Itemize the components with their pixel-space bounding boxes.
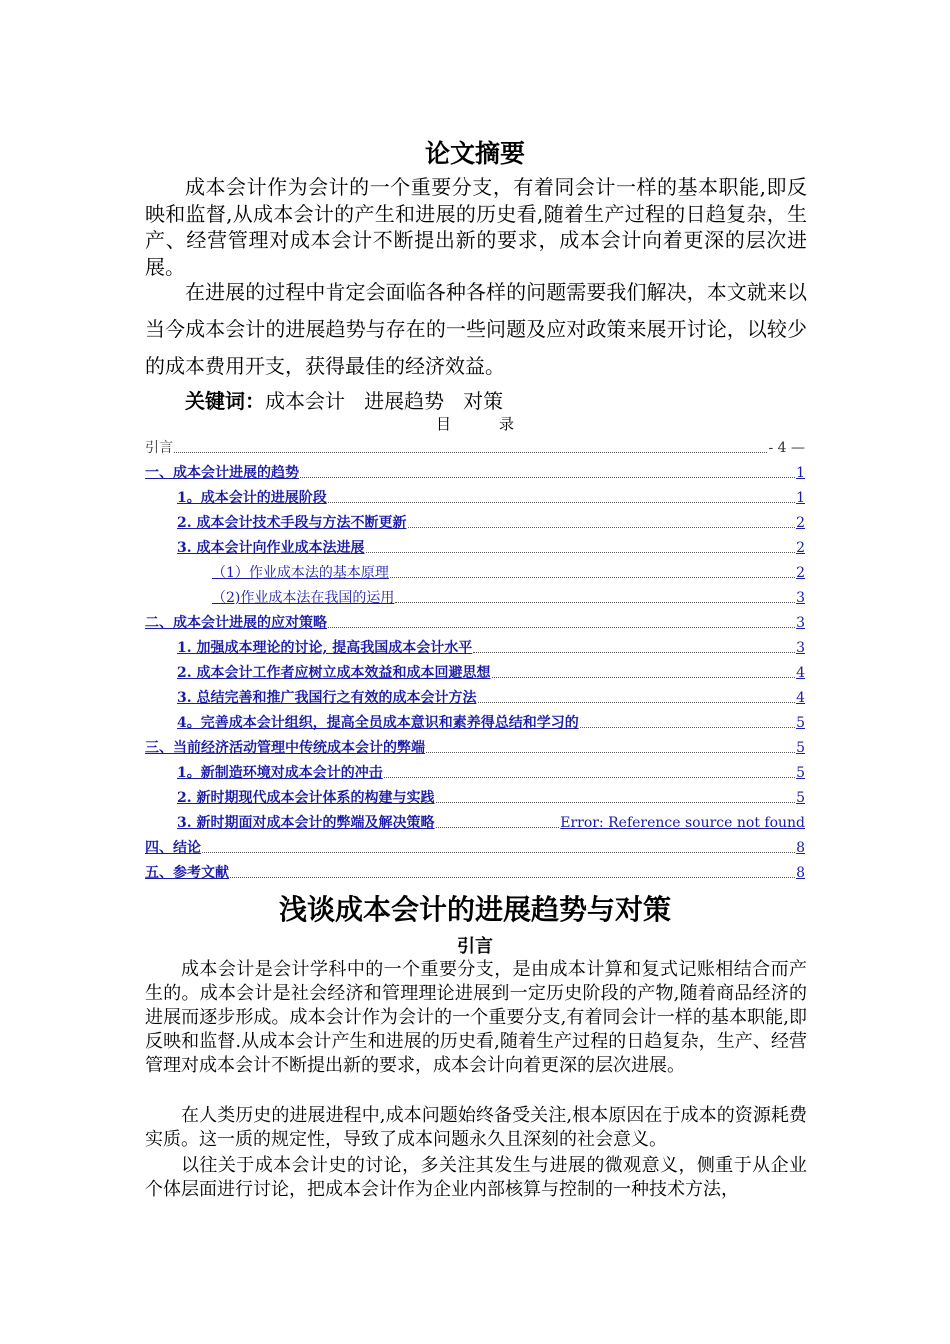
toc-leader [478, 702, 796, 703]
toc-entry-label: 二、成本会计进展的应对策略 [145, 615, 327, 631]
toc-entry-page: 8 [796, 840, 805, 856]
toc-leader [300, 477, 795, 478]
toc-leader [390, 577, 795, 578]
toc-entry-page: 5 [796, 790, 805, 806]
toc-leader [408, 527, 796, 528]
toc-entry-page: 5 [796, 715, 805, 731]
toc-leader [384, 777, 795, 778]
toc-entry-page: 1 [796, 465, 805, 481]
toc-entry-page: 2 [796, 565, 805, 581]
toc-entry-page: 5 [796, 740, 805, 756]
body-paragraph-2: 在人类历史的进展进程中,成本问题始终备受关注,根本原因在于成本的资源耗费实质。这一质的规定性，导致了成本问题永久且深刻的社会意义。 [145, 1105, 807, 1150]
toc-entry[interactable] [145, 834, 805, 856]
toc-entry-label: 引言 [145, 440, 173, 456]
toc-entry-page: Error: Reference source not found [560, 815, 805, 831]
article-title: 浅谈成本会计的进展趋势与对策 [278, 893, 671, 926]
toc-entry[interactable] [145, 609, 805, 631]
toc-leader [426, 752, 795, 753]
toc-leader [436, 802, 796, 803]
toc-entry-label: 1。新制造环境对成本会计的冲击 [177, 765, 383, 781]
toc-leader [328, 502, 795, 503]
toc-entry[interactable] [177, 709, 805, 731]
toc-entry[interactable] [212, 584, 805, 606]
toc-entry[interactable] [145, 734, 805, 756]
keywords-values: 成本会计 进展趋势 对策 [265, 389, 504, 413]
intro-heading: 引言 [457, 936, 493, 957]
toc-entry-label: 3. 成本会计向作业成本法进展 [177, 540, 365, 556]
toc-entry[interactable] [145, 434, 805, 456]
body-paragraph-1: 成本会计是会计学科中的一个重要分支，是由成本计算和复式记账相结合而产生的。成本会计是社会经济和管理理论进展到一定历史阶段的产物,随着商品经济的进展而逐步形成。成本会计作为会计的一个重要分支,有着同会计一样的基本职能,即反映和监督.从成本会计产生和进展的历史看,随着生产过程的日趋复杂，生产、经营管理对成本会计不断提出新的要求，成本会计向着更深的层次进展。 [145, 959, 807, 1076]
toc-entry[interactable] [212, 559, 805, 581]
toc-entry[interactable] [177, 534, 805, 556]
toc-leader [492, 677, 796, 678]
toc-entry-page: 2 [796, 540, 805, 556]
toc-entry[interactable] [145, 859, 805, 881]
toc-entry-label: 2. 成本会计技术手段与方法不断更新 [177, 515, 407, 531]
toc-leader [473, 652, 795, 653]
toc-leader [395, 602, 795, 603]
toc-entry[interactable] [177, 759, 805, 781]
toc-leader [580, 727, 795, 728]
toc-entry[interactable] [177, 684, 805, 706]
toc-entry-label: 1. 加强成本理论的讨论, 提高我国成本会计水平 [177, 640, 473, 656]
toc-entry[interactable] [177, 809, 805, 831]
toc-entry[interactable] [177, 509, 805, 531]
toc-entry-page: 2 [796, 515, 805, 531]
toc-entry-label: （2)作业成本法在我国的运用 [212, 590, 395, 606]
toc-entry-page: 4 [796, 665, 805, 681]
toc-entry-label: 2. 成本会计工作者应树立成本效益和成本回避思想 [177, 665, 491, 681]
toc-leader [436, 827, 560, 828]
toc-heading-right: 录 [499, 415, 515, 433]
toc-entry-page: - 4 — [768, 440, 805, 456]
toc-leader [366, 552, 796, 553]
toc-entry-page: 3 [796, 615, 805, 631]
toc-entry-page: 4 [796, 690, 805, 706]
toc-entry-label: 3. 总结完善和推广我国行之有效的成本会计方法 [177, 690, 477, 706]
toc-entry-label: 一、成本会计进展的趋势 [145, 465, 299, 481]
toc-entry-page: 3 [796, 590, 805, 606]
abstract-title: 论文摘要 [424, 139, 525, 168]
toc-entry-label: （1）作业成本法的基本原理 [212, 565, 389, 581]
toc-entry[interactable] [177, 659, 805, 681]
toc-heading [0, 413, 950, 434]
toc-entry-page: 1 [796, 490, 805, 506]
toc-entry-page: 8 [796, 865, 805, 881]
toc-leader [230, 877, 795, 878]
keywords-label: 关键词： [185, 389, 265, 413]
toc-heading-left: 目 [435, 415, 451, 433]
toc-leader [202, 852, 795, 853]
toc-entry-label: 3. 新时期面对成本会计的弊端及解决策略 [177, 815, 435, 831]
toc-entry-label: 4。完善成本会计组织，提高全员成本意识和素养得总结和学习的 [177, 715, 579, 731]
toc-entry-label: 四、结论 [145, 840, 201, 856]
toc-leader [328, 627, 795, 628]
toc-entry-page: 3 [796, 640, 805, 656]
abstract-paragraph-1: 成本会计作为会计的一个重要分支，有着同会计一样的基本职能,即反映和监督,从成本会计的产生和进展的历史看,随着生产过程的日趋复杂，生产、经营管理对成本会计不断提出新的要求，成本会计向着更深的层次进展。 [145, 175, 807, 279]
toc-entry[interactable] [145, 459, 805, 481]
toc-entry-label: 五、参考文献 [145, 865, 229, 881]
toc-entry[interactable] [177, 784, 805, 806]
abstract-paragraph-2: 在进展的过程中肯定会面临各种各样的问题需要我们解决，本文就来以当今成本会计的进展趋势与存在的一些问题及应对政策来展开讨论，以较少的成本费用开支，获得最佳的经济效益。 [145, 280, 807, 378]
toc-leader [174, 452, 767, 453]
toc-entry-label: 1。成本会计的进展阶段 [177, 490, 327, 506]
toc-entry-label: 2. 新时期现代成本会计体系的构建与实践 [177, 790, 435, 806]
toc-entry[interactable] [177, 634, 805, 656]
toc-entry-page: 5 [796, 765, 805, 781]
body-paragraph-3: 以往关于成本会计史的讨论，多关注其发生与进展的微观意义，侧重于从企业个体层面进行讨论，把成本会计作为企业内部核算与控制的一种技术方法， [145, 1155, 807, 1200]
toc-entry-label: 三、当前经济活动管理中传统成本会计的弊端 [145, 740, 425, 756]
keywords-line [185, 385, 503, 414]
toc-entry[interactable] [177, 484, 805, 506]
